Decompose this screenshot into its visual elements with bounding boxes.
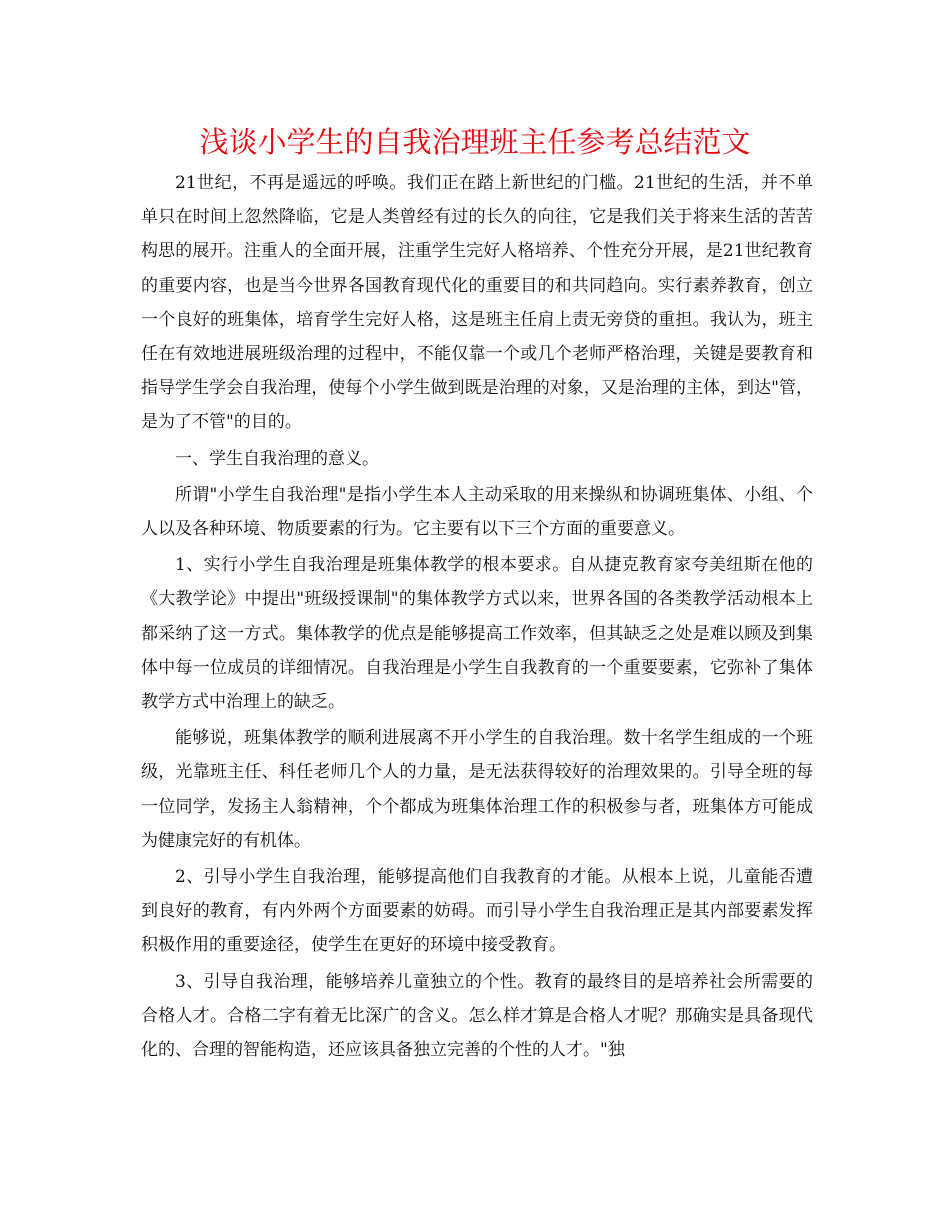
document-title: 浅谈小学生的自我治理班主任参考总结范文 (199, 125, 751, 159)
paragraph-point-3: 3、引导自我治理，能够培养儿童独立的个性。教育的最终目的是培养社会所需要的合格人才。合格二字有着无比深广的含义。怎么样才算是合格人才呢？那确实是具备现代化的、合理的智能构造，还应该具备独立完善的个性的人才。"独 (141, 971, 813, 1061)
section-heading-meaning: 一、学生自我治理的意义。 (175, 448, 379, 469)
paragraph-point-2: 2、引导小学生自我治理，能够提高他们自我教育的才能。从根本上说，儿童能否遭到良好的教育，有内外两个方面要素的妨碍。而引导小学生自我治理正是其内部要素发挥积极作用的重要途径，使学生在更好的环境中接受教育。 (141, 867, 813, 956)
document-body (141, 166, 813, 1069)
paragraph-definition: 所谓"小学生自我治理"是指小学生本人主动采取的用来操纵和协调班集体、小组、个人以及各种环境、物质要素的行为。它主要有以下三个方面的重要意义。 (141, 484, 813, 540)
paragraph-intro: 21世纪，不再是遥远的呼唤。我们正在踏上新世纪的门槛。21世纪的生活，并不单单只在时间上忽然降临，它是人类曾经有过的长久的向往，它是我们关于将来生活的苦苦构思的展开。注重人的全面开展，注重学生完好人格培养、个性充分开展，是21世纪教育的重要内容，也是当今世界各国教育现代化的重要目的和共同趋向。实行素养教育，创立一个良好的班集体，培育学生完好人格，这是班主任肩上责无旁贷的重担。我认为，班主任在有效地进展班级治理的过程中，不能仅靠一个或几个老师严格治理，关键是要教育和指导学生学会自我治理，使每个小学生做到既是治理的对象，又是治理的主体，到达"管，是为了不管"的目的。 (141, 173, 813, 433)
paragraph-class-management: 能够说，班集体教学的顺利进展离不开小学生的自我治理。数十名学生组成的一个班级，光靠班主任、科任老师几个人的力量，是无法获得较好的治理效果的。引导全班的每一位同学，发扬主人翁精神，个个都成为班集体治理工作的积极参与者，班集体方可能成为健康完好的有机体。 (141, 728, 813, 851)
paragraph-point-1: 1、实行小学生自我治理是班集体教学的根本要求。自从捷克教育家夸美纽斯在他的《大教学论》中提出"班级授课制"的集体教学方式以来，世界各国的各类教学活动根本上都采纳了这一方式。集体教学的优点是能够提高工作效率，但其缺乏之处是难以顾及到集体中每一位成员的详细情况。自我治理是小学生自我教育的一个重要要素，它弥补了集体教学方式中治理上的缺乏。 (141, 555, 813, 713)
